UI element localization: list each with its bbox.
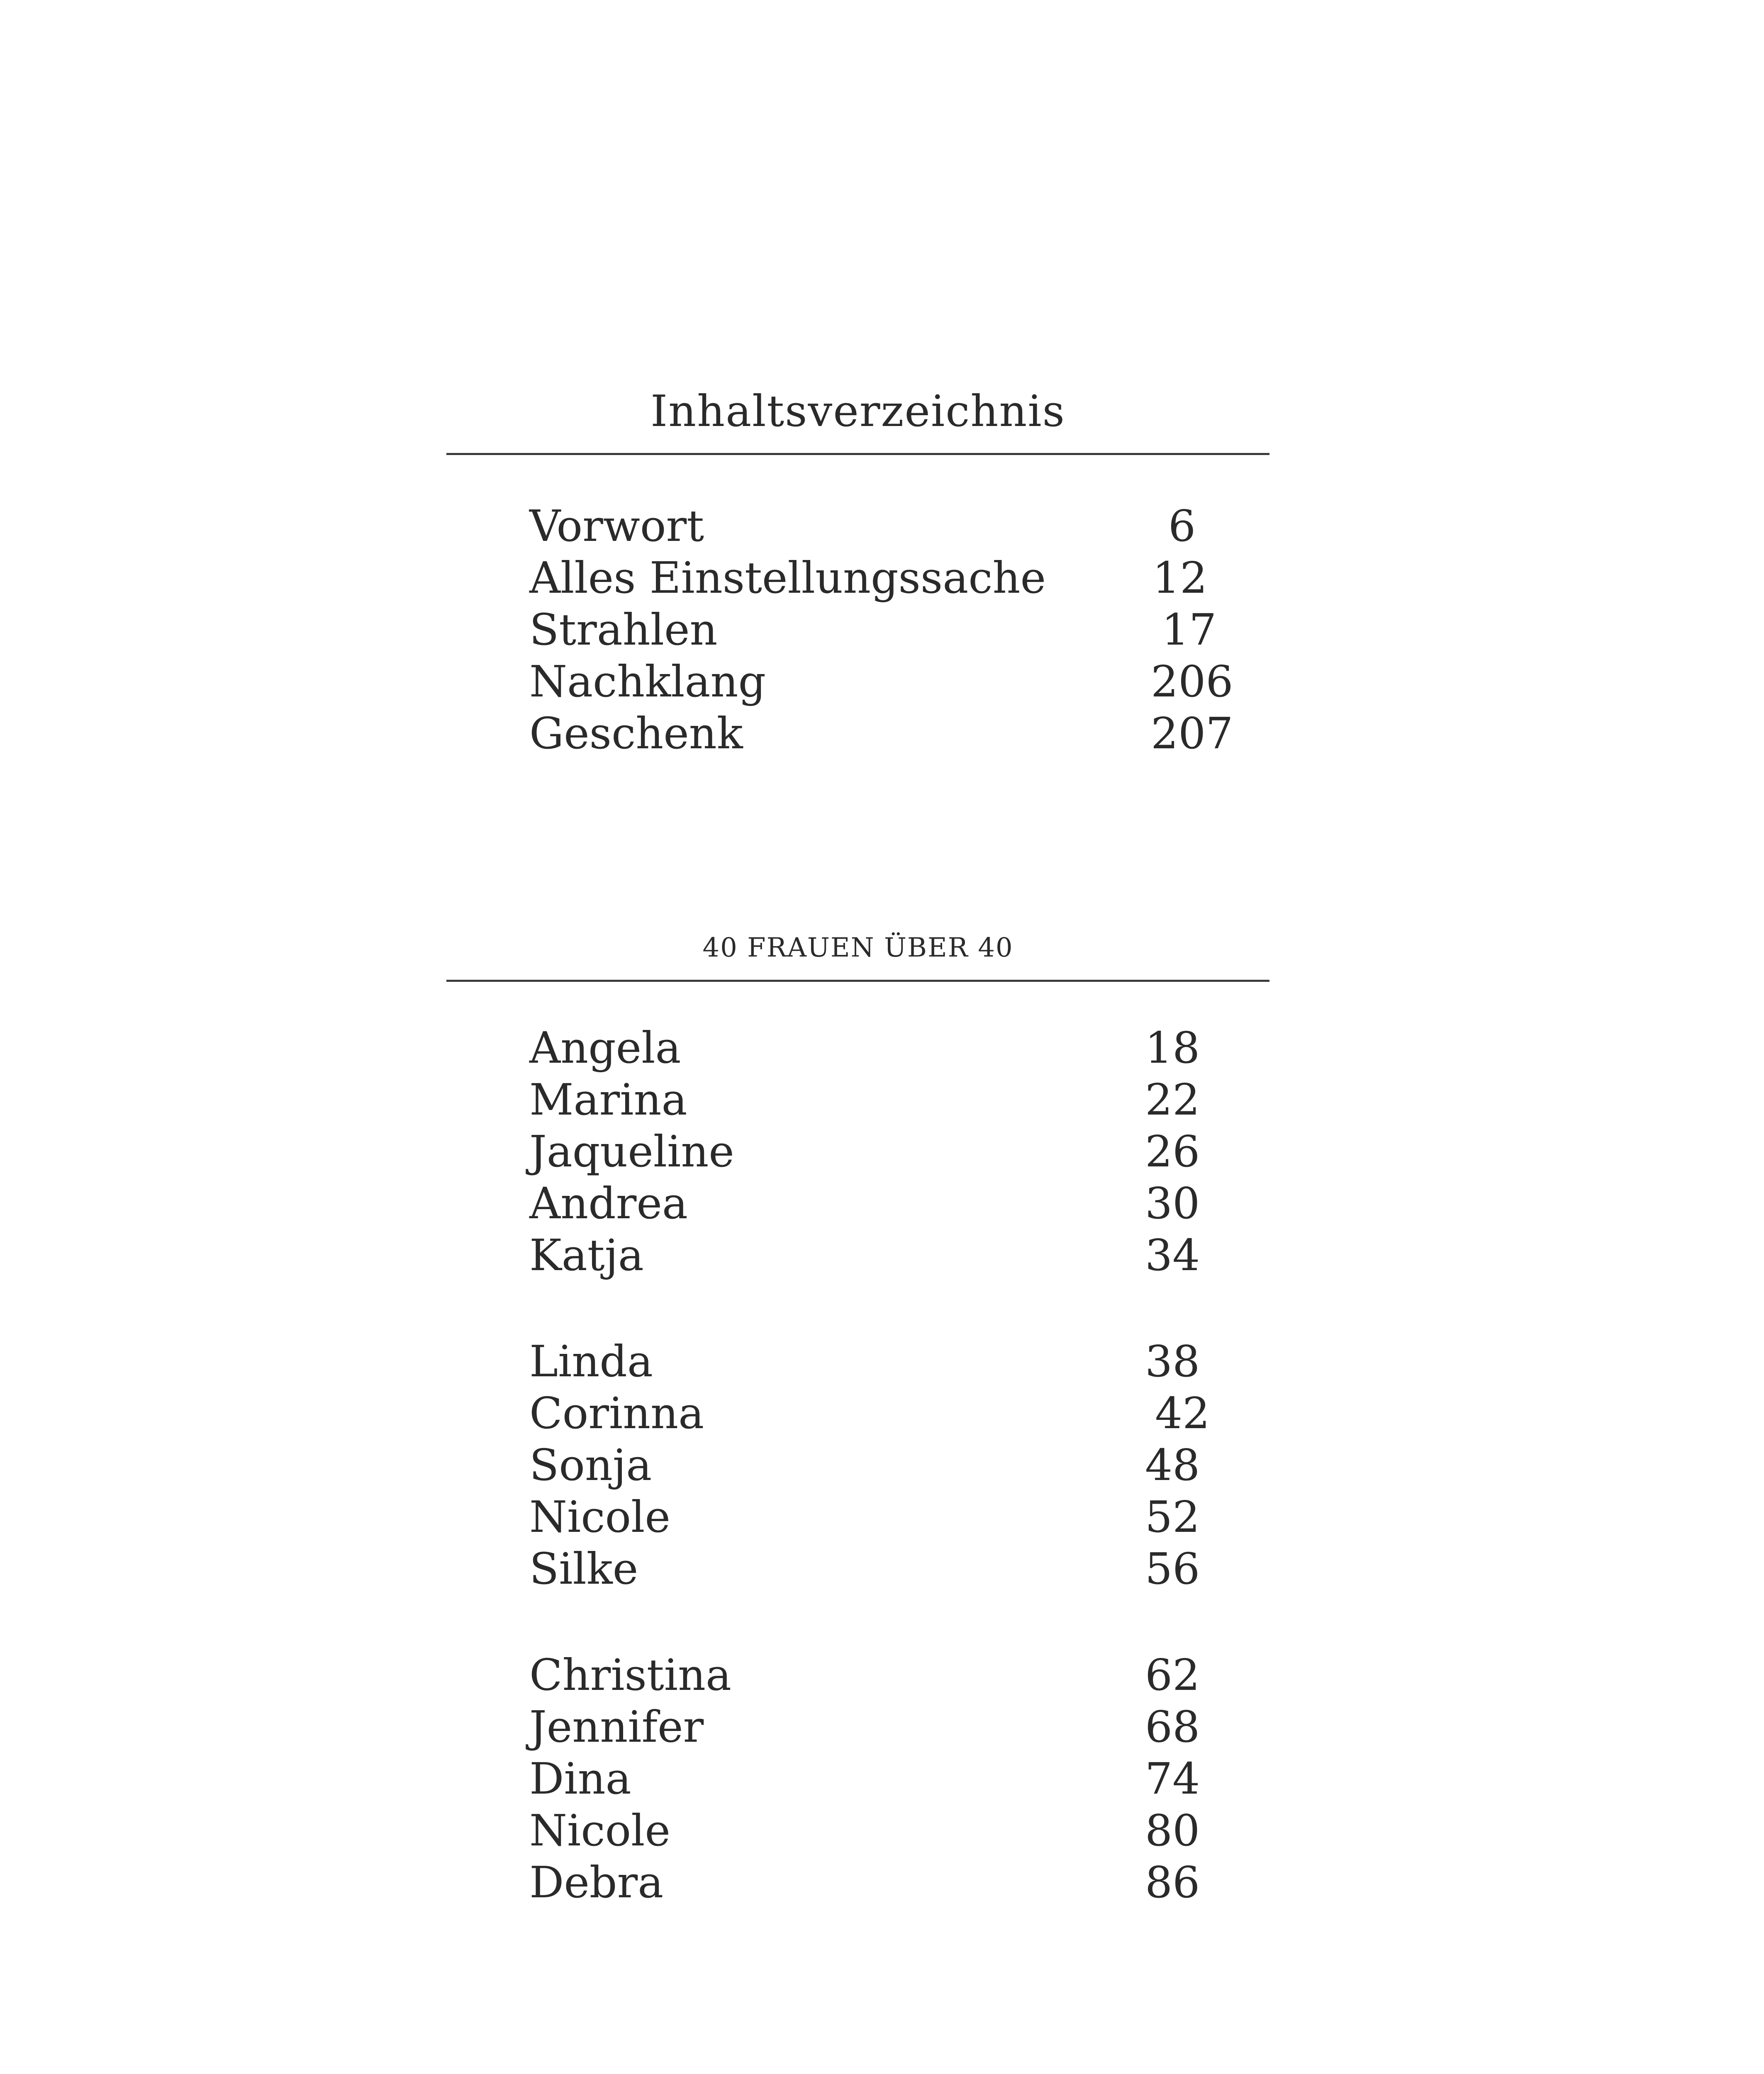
toc-entry[interactable] xyxy=(529,1753,1226,1805)
title-divider xyxy=(446,453,1269,455)
toc-entry-title: Jaqueline xyxy=(529,1126,734,1177)
toc-entry[interactable] xyxy=(529,1336,1226,1388)
toc-entry-page: 18 xyxy=(1145,1022,1200,1073)
toc-entry[interactable] xyxy=(529,1022,1226,1074)
toc-entry-title: Katja xyxy=(529,1230,644,1280)
section-title: 40 FRAUEN ÜBER 40 xyxy=(702,932,1014,963)
toc-entry-page: 207 xyxy=(1151,708,1233,759)
toc-entry-page: 68 xyxy=(1145,1702,1200,1752)
toc-entry-title: Nachklang xyxy=(529,656,766,707)
toc-entry-page: 38 xyxy=(1145,1336,1200,1387)
toc-entry-page: 48 xyxy=(1145,1440,1200,1490)
entry-group xyxy=(529,1022,1226,1281)
toc-entry-title: Dina xyxy=(529,1753,631,1804)
toc-entry-title: Angela xyxy=(529,1022,681,1073)
toc-entry-page: 30 xyxy=(1145,1178,1200,1229)
toc-entry[interactable] xyxy=(529,1126,1226,1178)
toc-entry-title: Debra xyxy=(529,1857,664,1908)
toc-entry-title: Nicole xyxy=(529,1805,670,1856)
toc-entry[interactable] xyxy=(529,1439,1226,1491)
toc-entry-page: 62 xyxy=(1145,1650,1200,1700)
entry-group xyxy=(529,1336,1226,1595)
toc-entry-page: 56 xyxy=(1145,1543,1200,1594)
toc-entry-title: Corinna xyxy=(529,1388,704,1439)
toc-entry[interactable] xyxy=(529,656,1233,708)
toc-entry-title: Andrea xyxy=(529,1178,688,1229)
toc-entry-title: Alles Einstellungssache xyxy=(529,553,1046,603)
toc-entry-title: Linda xyxy=(529,1336,653,1387)
toc-entry-list xyxy=(529,500,1233,759)
section-divider xyxy=(446,980,1269,982)
toc-entry-page: 74 xyxy=(1145,1753,1200,1804)
toc-entry[interactable] xyxy=(529,1388,1226,1439)
toc-entry-title: Vorwort xyxy=(529,501,704,551)
toc-entry-title: Strahlen xyxy=(529,604,718,655)
toc-entry-title: Christina xyxy=(529,1650,731,1700)
toc-entry[interactable] xyxy=(529,1805,1226,1857)
toc-entry-page: 12 xyxy=(1152,553,1208,603)
toc-entry-page: 6 xyxy=(1168,501,1196,551)
toc-entry[interactable] xyxy=(529,1543,1226,1595)
toc-entry-page: 17 xyxy=(1162,604,1217,655)
toc-entry-page: 26 xyxy=(1145,1126,1200,1177)
toc-entry-title: Nicole xyxy=(529,1492,670,1542)
toc-entry[interactable] xyxy=(529,1074,1226,1126)
toc-entry-title: Marina xyxy=(529,1074,687,1125)
toc-entry[interactable] xyxy=(529,500,1226,552)
toc-entry-title: Sonja xyxy=(529,1440,652,1490)
toc-entry[interactable] xyxy=(529,1491,1226,1543)
toc-entry[interactable] xyxy=(529,552,1226,604)
toc-entry[interactable] xyxy=(529,708,1233,759)
toc-entry-title: Jennifer xyxy=(529,1702,704,1752)
toc-entry[interactable] xyxy=(529,1701,1226,1753)
toc-entry-page: 206 xyxy=(1151,656,1233,707)
toc-entry-page: 86 xyxy=(1145,1857,1200,1908)
toc-entry-title: Silke xyxy=(529,1543,638,1594)
toc-entry[interactable] xyxy=(529,1649,1226,1701)
toc-entry-page: 34 xyxy=(1145,1230,1200,1280)
toc-entry-page: 80 xyxy=(1145,1805,1200,1856)
toc-entry-page: 22 xyxy=(1145,1074,1200,1125)
toc-entry-page: 42 xyxy=(1155,1388,1210,1439)
toc-entry[interactable] xyxy=(529,1178,1226,1229)
toc-entry-title: Geschenk xyxy=(529,708,743,759)
toc-entry[interactable] xyxy=(529,604,1226,656)
toc-entry[interactable] xyxy=(529,1857,1226,1908)
toc-entry[interactable] xyxy=(529,1229,1226,1281)
entry-group xyxy=(529,1649,1226,1908)
toc-entry-page: 52 xyxy=(1145,1492,1200,1542)
toc-title: Inhaltsverzeichnis xyxy=(651,386,1065,436)
